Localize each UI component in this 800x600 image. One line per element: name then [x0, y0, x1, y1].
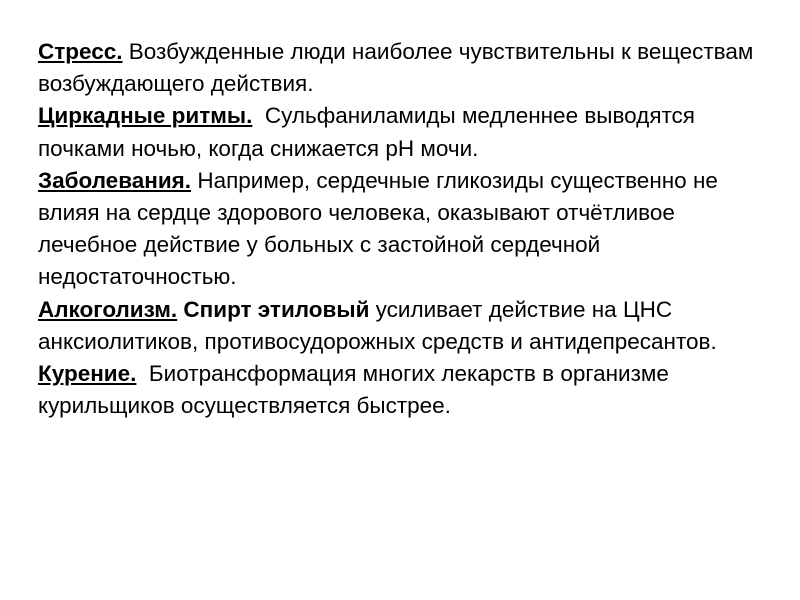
term-alcoholism: Алкоголизм.	[38, 296, 178, 322]
text-alcoholism: усиливает действие на ЦНС анксиолитиков, противосудорожных средств и антидепресантов.	[38, 296, 717, 354]
term-diseases: Заболевания.	[38, 167, 192, 193]
text-circadian-rhythms: Сульфаниламиды медленнее выводятся почками ночью, когда снижается рН мочи.	[38, 103, 702, 161]
term-circadian-rhythms: Циркадные ритмы.	[38, 103, 253, 129]
paragraph-stress	[38, 36, 768, 100]
paragraph-diseases	[38, 165, 768, 294]
term-smoking: Курение.	[38, 361, 137, 387]
paragraph-smoking	[38, 358, 768, 422]
slide-body	[38, 36, 768, 422]
text-diseases: Например, сердечные гликозиды существенно не влияя на сердце здорового человека, оказывают отчётливое лечебное действие у больных с застойной сердечной недостаточностью.	[38, 167, 718, 290]
term-stress: Стресс.	[38, 39, 123, 64]
text-smoking: Биотрансформация многих лекарств в организме курильщиков осуществляется быстрее.	[38, 361, 676, 419]
bold-ethyl-alcohol: Спирт этиловый	[177, 296, 370, 322]
paragraph-alcoholism	[38, 294, 768, 358]
text-stress: Возбужденные люди наиболее чувствительны к веществам возбуждающего действия.	[38, 39, 754, 97]
paragraph-circadian-rhythms	[38, 100, 768, 164]
